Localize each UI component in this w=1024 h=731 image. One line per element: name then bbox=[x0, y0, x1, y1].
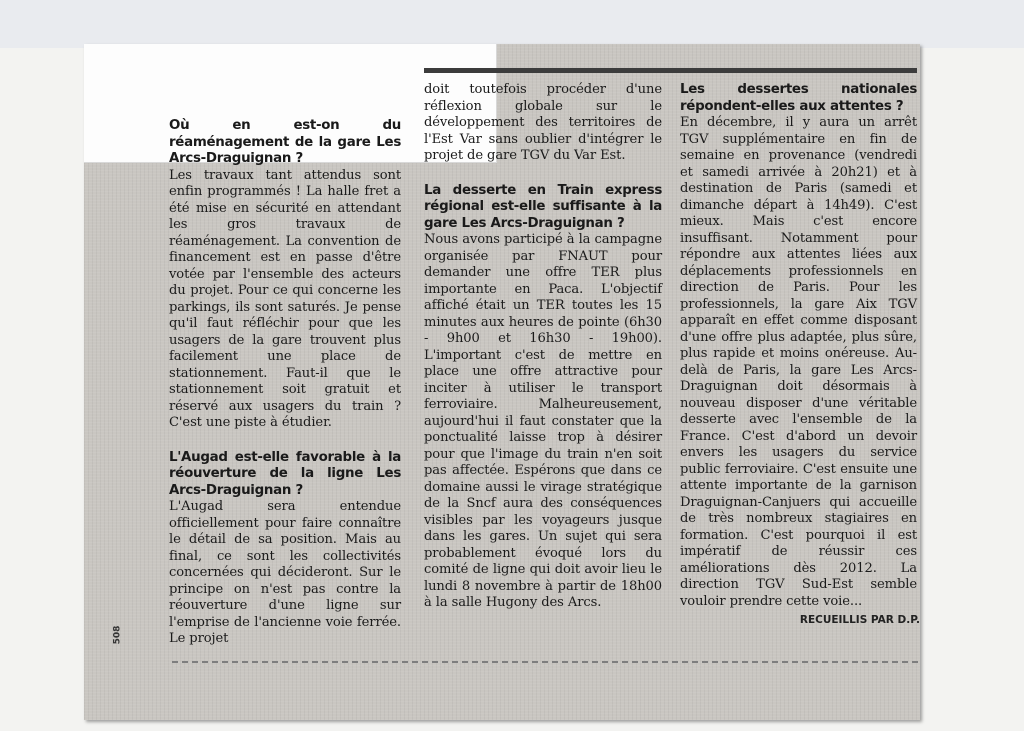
article-column-1 bbox=[169, 118, 401, 648]
dashed-cut-line bbox=[172, 661, 918, 663]
author-credit: RECUEILLIS PAR D.P. bbox=[799, 614, 920, 626]
article-column-3 bbox=[680, 82, 917, 610]
question-heading: Les dessertes nationales répondent-elles aux attentes ? bbox=[680, 82, 917, 114]
question-heading: La desserte en Train express régional est-elle suffisante à la gare Les Arcs-Draguignan ? bbox=[424, 182, 662, 231]
column-top-rule bbox=[424, 68, 917, 73]
answer-paragraph: L'Augad sera entendue officiellement pour faire connaître le détail de sa position. Mais au final, ce sont les collectivités concernées qui décideront. Sur le principe on n'est pas contre la réouverture d'une ligne sur l'emprise de l'ancienne voie ferrée. Le projet bbox=[169, 499, 401, 646]
article-column-2 bbox=[424, 82, 662, 612]
question-heading: L'Augad est-elle favorable à la réouverture de la ligne Les Arcs-Draguignan ? bbox=[169, 449, 401, 498]
question-heading: Où en est-on du réaménagement de la gare Les Arcs-Draguignan ? bbox=[169, 118, 401, 166]
answer-paragraph: En décembre, il y aura un arrêt TGV supplémentaire en fin de semaine en provenance (vendredi et samedi arrivée à 20h21) et à destination de Paris (samedi et dimanche départ à 14h49). C'est mieux. Mais c'est encore insuffisant. Notamment pour répondre aux attentes liées aux déplacements professionnels en direction de Paris. Pour les professionnels, la gare Aix TGV apparaît en effet comme disposant d'une offre plus adaptée, plus sûre, plus rapide et moins onéreuse. Au-delà de Paris, la gare Les Arcs-Draguignan doit désormais à nouveau disposer d'une véritable desserte avec l'ensemble de la France. C'est d'abord un devoir envers les usagers du service public ferroviaire. C'est ensuite une attente importante de la garnison Draguignan-Canjuers qui accueille de très nombreux stagiaires en formation. C'est pourquoi il est impératif de réussir ces améliorations dès 2012. La direction TGV Sud-Est semble vouloir prendre cette voie... bbox=[680, 115, 917, 609]
answer-paragraph: Les travaux tant attendus sont enfin programmés ! La halle fret a été mise en sécurité en attendant les gros travaux de réaménagement. La convention de financement est en passe d'être votée par l'ensemble des acteurs du projet. Pour ce qui concerne les parkings, ils sont saturés. Je pense qu'il faut réfléchir pour que les usagers de la gare trouvent plus facilement une place de stationnement. Faut-il que le stationnement soit gratuit et réservé aux usagers du train ? C'est une piste à étudier. bbox=[169, 167, 401, 430]
scan-background bbox=[0, 0, 1024, 48]
answer-paragraph: doit toutefois procéder d'une réflexion globale sur le développement des territoires de l'Est Var sans oublier d'intégrer le projet de gare TGV du Var Est. bbox=[424, 82, 662, 163]
answer-paragraph: Nous avons participé à la campagne organisée par FNAUT pour demander une offre TER plus importante en Paca. L'objectif affiché était un TER toutes les 15 minutes aux heures de pointe (6h30 - 9h00 et 16h30 - 19h00). L'important c'est de mettre en place une offre attractive pour inciter à utiliser le transport ferroviaire. Malheureusement, aujourd'hui il faut constater que la ponctualité laisse trop à désirer pour que l'image du train n'en soit pas affectée. Espérons que dans ce domaine aussi le virage stratégique de la Sncf aura des conséquences visibles par les voyageurs jusque dans les gares. Un sujet qui sera probablement évoqué lors du comité de ligne qui doit avoir lieu le lundi 8 novembre à partir de 18h00 à la salle Hugony des Arcs. bbox=[424, 232, 662, 610]
page-number: 508 bbox=[112, 625, 123, 645]
